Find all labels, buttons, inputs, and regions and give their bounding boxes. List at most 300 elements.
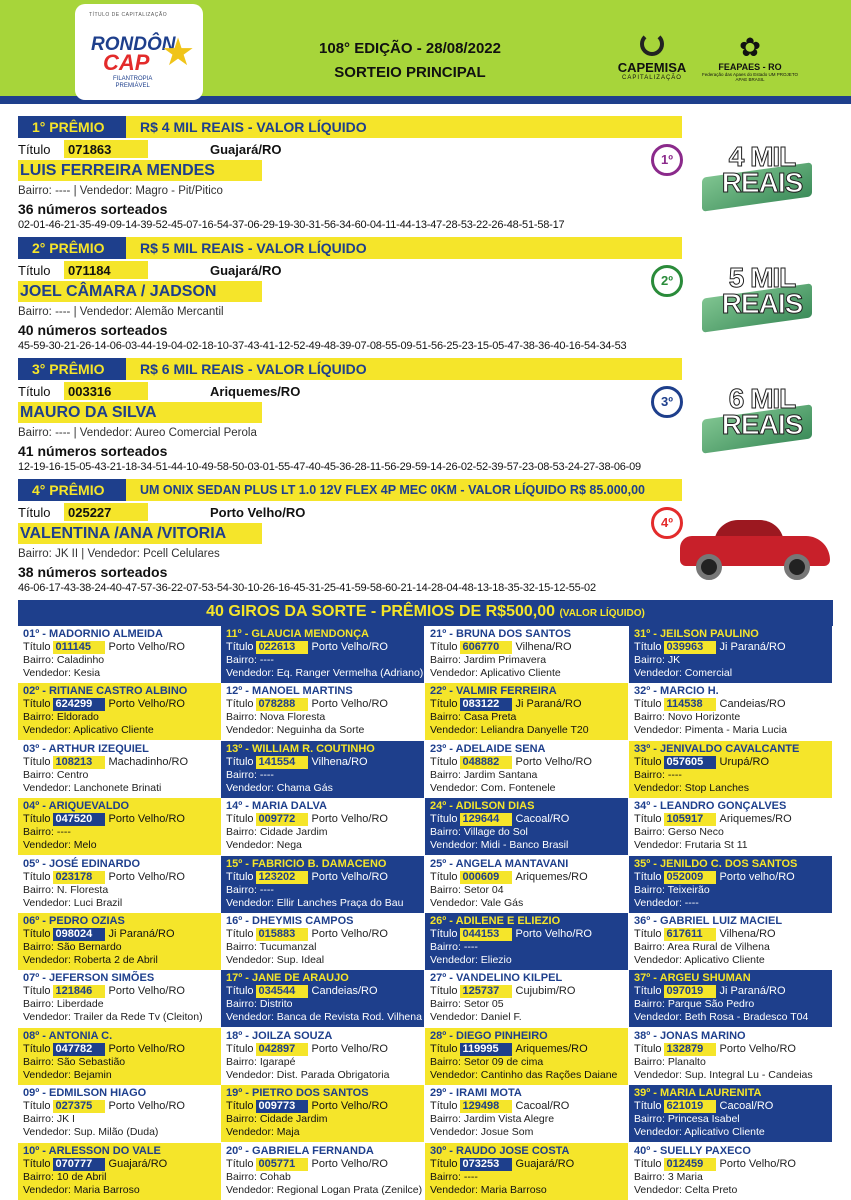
giro-winner: 29º - IRAMI MOTA xyxy=(430,1087,522,1100)
giro-city: Candeias/RO xyxy=(719,698,786,711)
giro-city: Ji Paraná/RO xyxy=(719,985,786,998)
giro-titulo-number: 129644 xyxy=(460,813,512,826)
giro-winner: 37º - ARGEU SHUMAN xyxy=(634,972,751,985)
giro-vendedor: Vendedor: Comercial xyxy=(634,667,733,679)
giro-titulo-row: Título 121846 Porto Velho/RO xyxy=(23,985,185,998)
prize-value: R$ 5 MIL REAIS - VALOR LÍQUIDO xyxy=(140,240,367,256)
giro-entry xyxy=(425,913,628,970)
giro-vendedor: Vendedor: Vale Gás xyxy=(430,896,524,909)
giro-vendedor: Vendedor: Cantinho das Rações Daiane xyxy=(430,1068,618,1081)
giro-titulo-number: 125737 xyxy=(460,985,512,998)
giro-winner: 36º - GABRIEL LUIZ MACIEL xyxy=(634,915,783,927)
giro-vendedor: Vendedor: Beth Rosa - Bradesco T04 xyxy=(634,1011,809,1024)
giro-winner: 01º - MADORNIO ALMEIDA xyxy=(23,628,163,640)
giro-titulo-number: 132879 xyxy=(664,1043,716,1056)
giro-vendedor: Vendedor: Ellir Lanches Praça do Bau xyxy=(226,896,404,909)
winner-name: LUIS FERREIRA MENDES xyxy=(18,160,262,181)
giro-bairro: Bairro: Gerso Neco xyxy=(634,826,724,839)
giro-entry xyxy=(221,1085,424,1142)
giro-entry xyxy=(629,741,832,798)
titulo-number: 071863 xyxy=(64,140,148,158)
giro-winner: 33º - JENIVALDO CAVALCANTE xyxy=(634,742,800,755)
giro-titulo-row: Título 078288 Porto Velho/RO xyxy=(226,698,388,711)
giro-winner: 10º - ARLESSON DO VALE xyxy=(23,1144,161,1157)
giro-entry xyxy=(221,1143,424,1200)
giro-bairro: Bairro: Jardim Primavera xyxy=(430,654,547,666)
giro-bairro: Bairro: Cidade Jardim xyxy=(226,826,328,839)
giro-entry xyxy=(221,970,424,1027)
giro-city: Ariquemes/RO xyxy=(719,813,792,826)
giro-entry xyxy=(18,913,221,970)
giro-titulo-row: Título 022613 Porto Velho/RO xyxy=(226,641,388,653)
feapaes-subtitle: Federação das Apaes do Estado UM PROJETO APAE BRASIL xyxy=(702,72,798,82)
prize-label: 4° PRÊMIO xyxy=(18,479,126,501)
giro-bairro: Bairro: ---- xyxy=(430,941,478,953)
giro-titulo-row: Título 073253 Guajará/RO xyxy=(430,1157,575,1170)
giro-titulo-number: 047782 xyxy=(53,1043,105,1056)
giro-titulo-row: Título 047782 Porto Velho/RO xyxy=(23,1042,185,1055)
giro-city: Porto Velho/RO xyxy=(108,1042,185,1055)
giro-entry xyxy=(18,741,221,798)
giro-entry xyxy=(425,970,628,1027)
winner-details: Bairro: ---- | Vendedor: Aureo Comercial Perola xyxy=(18,427,257,439)
giro-vendedor: Vendedor: Com. Fontenele xyxy=(430,781,556,794)
giro-vendedor: Vendedor: Maja xyxy=(226,1126,300,1139)
giro-winner: 03º - ARTHUR IZEQUIEL xyxy=(23,742,149,755)
giro-city: Vilhena/RO xyxy=(515,641,572,653)
prize-city: Guajará/RO xyxy=(210,142,282,157)
giro-city: Porto Velho/RO xyxy=(311,870,388,883)
titulo-number: 003316 xyxy=(64,382,148,400)
giro-vendedor: Vendedor: Neguinha da Sorte xyxy=(226,724,365,737)
giro-titulo-number: 624299 xyxy=(53,698,105,711)
giro-bairro: Bairro: Setor 09 de cima xyxy=(430,1055,544,1068)
giro-entry xyxy=(221,913,424,970)
giro-winner: 12º - MANOEL MARTINS xyxy=(226,685,353,698)
giro-city: Cacoal/RO xyxy=(515,1100,570,1113)
money-illustration xyxy=(702,383,812,446)
giro-bairro: Bairro: Jardim Santana xyxy=(430,768,538,781)
giro-titulo-row: Título 129498 Cacoal/RO xyxy=(430,1100,570,1113)
giro-titulo-number: 141554 xyxy=(256,756,308,769)
giro-titulo-row: Título 621019 Cacoal/RO xyxy=(634,1100,774,1113)
giro-titulo-row: Título 012459 Porto Velho/RO xyxy=(634,1157,796,1170)
giro-city: Guajará/RO xyxy=(108,1157,168,1170)
giro-bairro: Bairro: Planalto xyxy=(634,1055,706,1068)
giro-vendedor: Vendedor: Daniel F. xyxy=(430,1011,522,1024)
giro-winner: 16º - DHEYMIS CAMPOS xyxy=(226,915,354,927)
giro-titulo-number: 057605 xyxy=(664,756,716,769)
numbers-list: 45-59-30-21-26-14-06-03-44-19-04-02-18-10-37-43-41-12-52-49-48-39-07-08-55-09-51-56-25-23-15-05-47-38-36-40-16-54-34-53 xyxy=(18,340,627,352)
giro-entry xyxy=(221,683,424,740)
giro-bairro: Bairro: Princesa Isabel xyxy=(634,1113,740,1126)
giro-winner: 18º - JOILZA SOUZA xyxy=(226,1029,333,1042)
giro-titulo-row: Título 114538 Candeias/RO xyxy=(634,698,786,711)
giro-winner: 23º - ADELAIDE SENA xyxy=(430,742,546,755)
winner-details: Bairro: JK II | Vendedor: Pcell Celulares xyxy=(18,548,220,560)
giro-bairro: Bairro: Parque São Pedro xyxy=(634,998,755,1011)
giro-winner: 31º - JEILSON PAULINO xyxy=(634,628,759,640)
giro-titulo-row: Título 015883 Porto Velho/RO xyxy=(226,928,388,940)
money-label: 4 MIL REAIS xyxy=(721,141,803,198)
giro-winner: 28º - DIEGO PINHEIRO xyxy=(430,1029,548,1042)
giro-city: Cujubim/RO xyxy=(515,985,576,998)
winner-details: Bairro: ---- | Vendedor: Alemão Mercantil xyxy=(18,306,224,318)
giro-titulo-row: Título 617611 Vilhena/RO xyxy=(634,928,776,940)
giro-titulo-number: 027375 xyxy=(53,1100,105,1113)
giro-vendedor: Vendedor: Lanchonete Brinati xyxy=(23,781,162,794)
numbers-heading: 36 números sorteados xyxy=(18,201,168,217)
numbers-list: 12-19-16-15-05-43-21-18-34-51-44-10-49-58-50-03-01-55-47-40-45-36-28-11-56-29-59-14-26-02-52-39-57-23-08-53-24-27-38-06-09 xyxy=(18,461,641,473)
giro-titulo-row: Título 119995 Ariquemes/RO xyxy=(430,1042,588,1055)
giro-vendedor: Vendedor: Stop Lanches xyxy=(634,781,750,794)
logo-word-1: RONDÔN xyxy=(91,34,176,55)
money-illustration xyxy=(702,141,812,204)
giro-entry xyxy=(221,856,424,913)
giro-vendedor: Vendedor: Maria Barroso xyxy=(23,1183,140,1196)
prize-label: 2° PRÊMIO xyxy=(18,237,126,259)
giro-entry xyxy=(18,1085,221,1142)
edition-title: 108° EDIÇÃO - 28/08/2022 xyxy=(319,40,501,57)
giro-bairro: Bairro: Caladinho xyxy=(23,654,105,666)
giro-titulo-number: 000609 xyxy=(460,871,512,884)
giro-winner: 32º - MARCIO H. xyxy=(634,685,719,698)
giro-titulo-row: Título 097019 Ji Paraná/RO xyxy=(634,985,786,998)
giro-winner: 06º - PEDRO OZIAS xyxy=(23,915,125,927)
giro-entry xyxy=(18,626,221,683)
giro-winner: 38º - JONAS MARINO xyxy=(634,1029,746,1042)
giro-entry xyxy=(629,856,832,913)
capemisa-name: CAPEMISA xyxy=(617,60,687,75)
giro-winner: 30º - RAUDO JOSE COSTA xyxy=(430,1144,570,1157)
giro-city: Porto Velho/RO xyxy=(108,870,185,883)
giro-vendedor: Vendedor: Sup. Milão (Duda) xyxy=(23,1126,159,1139)
giro-entry xyxy=(629,798,832,855)
giro-city: Porto Velho/RO xyxy=(311,928,388,940)
giro-titulo-row: Título 606770 Vilhena/RO xyxy=(430,641,572,653)
giro-titulo-row: Título 057605 Urupá/RO xyxy=(634,755,770,768)
winner-name: VALENTINA /ANA /VITORIA xyxy=(18,523,262,544)
giro-titulo-row: Título 042897 Porto Velho/RO xyxy=(226,1042,388,1055)
giro-city: Ji Paraná/RO xyxy=(108,928,175,940)
giro-titulo-number: 114538 xyxy=(664,698,716,711)
numbers-heading: 38 números sorteados xyxy=(18,564,168,580)
giro-titulo-row: Título 070777 Guajará/RO xyxy=(23,1157,168,1170)
capemisa-logo xyxy=(604,32,700,81)
capemisa-ring-icon xyxy=(640,32,664,56)
giro-winner: 09º - EDMILSON HIAGO xyxy=(23,1087,147,1100)
giro-titulo-row: Título 105917 Ariquemes/RO xyxy=(634,813,792,826)
giro-titulo-number: 052009 xyxy=(664,871,716,884)
giro-city: Ariquemes/RO xyxy=(515,870,588,883)
giro-entry xyxy=(425,683,628,740)
giro-bairro: Bairro: Jardim Vista Alegre xyxy=(430,1113,555,1126)
giro-bairro: Bairro: JK xyxy=(634,654,681,666)
giro-vendedor: Vendedor: Josue Som xyxy=(430,1126,534,1139)
giro-winner: 39º - MARIA LAURENITA xyxy=(634,1087,762,1100)
giro-city: Porto velho/RO xyxy=(719,870,795,883)
giro-titulo-row: Título 009772 Porto Velho/RO xyxy=(226,813,388,826)
money-illustration xyxy=(702,262,812,325)
giro-titulo-row: Título 108213 Machadinho/RO xyxy=(23,755,189,768)
giro-vendedor: Vendedor: Aplicativo Cliente xyxy=(634,954,765,966)
giro-titulo-number: 047520 xyxy=(53,813,105,826)
giro-entry xyxy=(221,626,424,683)
numbers-list: 02-01-46-21-35-49-09-14-39-52-45-07-16-54-37-06-29-19-30-31-56-34-60-04-11-44-13-47-28-53-22-26-48-51-58-17 xyxy=(18,219,565,231)
titulo-number: 071184 xyxy=(64,261,148,279)
giro-titulo-number: 048882 xyxy=(460,756,512,769)
car-illustration xyxy=(680,512,830,582)
titulo-label: Título xyxy=(18,263,51,278)
giro-vendedor: Vendedor: Sup. Integral Lu - Candeias xyxy=(634,1068,813,1081)
draw-title: SORTEIO PRINCIPAL xyxy=(334,64,486,81)
giro-entry xyxy=(629,1085,832,1142)
numbers-list: 46-06-17-43-38-24-40-47-57-36-22-07-53-54-30-10-26-16-45-31-25-41-59-58-60-21-14-28-04-48-13-18-35-32-15-12-55-02 xyxy=(18,582,596,594)
giro-vendedor: Vendedor: Frutaria St 11 xyxy=(634,839,748,852)
giro-bairro: Bairro: Eldorado xyxy=(23,711,99,724)
giro-titulo-row: Título 083122 Ji Paraná/RO xyxy=(430,698,582,711)
giro-winner: 07º - JEFERSON SIMÕES xyxy=(23,972,155,985)
giro-vendedor: Vendedor: Midi - Banco Brasil xyxy=(430,839,569,852)
giro-bairro: Bairro: Igarapé xyxy=(226,1055,296,1068)
giro-city: Porto Velho/RO xyxy=(108,985,185,998)
prize-label: 3° PRÊMIO xyxy=(18,358,126,380)
giro-vendedor: Vendedor: Bejamin xyxy=(23,1068,112,1081)
giro-titulo-row: Título 000609 Ariquemes/RO xyxy=(430,870,588,883)
giro-entry xyxy=(425,1028,628,1085)
giro-titulo-row: Título 034544 Candeias/RO xyxy=(226,985,378,998)
giro-entry xyxy=(221,741,424,798)
giro-entry xyxy=(425,1085,628,1142)
prize-city: Ariquemes/RO xyxy=(210,384,301,399)
giro-vendedor: Vendedor: Eliezio xyxy=(430,954,512,966)
star-icon: ★ xyxy=(161,32,196,74)
giro-vendedor: Vendedor: Dist. Parada Obrigatoria xyxy=(226,1068,390,1081)
giro-vendedor: Vendedor: ---- xyxy=(634,896,699,909)
giro-city: Ji Paraná/RO xyxy=(719,641,786,653)
giro-bairro: Bairro: ---- xyxy=(226,883,274,896)
giro-titulo-row: Título 129644 Cacoal/RO xyxy=(430,813,570,826)
giro-vendedor: Vendedor: Aplicativo Cliente xyxy=(23,724,154,737)
giro-winner: 27º - VANDELINO KILPEL xyxy=(430,972,563,985)
giro-entry xyxy=(425,626,628,683)
giro-titulo-number: 012459 xyxy=(664,1158,716,1171)
giro-bairro: Bairro: São Sebastião xyxy=(23,1055,126,1068)
giro-city: Cacoal/RO xyxy=(515,813,570,826)
giro-city: Porto Velho/RO xyxy=(719,1042,796,1055)
giro-titulo-row: Título 132879 Porto Velho/RO xyxy=(634,1042,796,1055)
giro-bairro: Bairro: Cidade Jardim xyxy=(226,1113,328,1126)
giro-titulo-number: 073253 xyxy=(460,1158,512,1171)
giro-vendedor: Vendedor: Celta Preto xyxy=(634,1183,738,1196)
giro-entry xyxy=(629,626,832,683)
giro-titulo-number: 015883 xyxy=(256,928,308,941)
giro-winner: 08º - ANTONIA C. xyxy=(23,1029,113,1042)
giro-titulo-row: Título 047520 Porto Velho/RO xyxy=(23,813,185,826)
place-badge: 3º xyxy=(651,386,683,418)
prize-label: 1° PRÊMIO xyxy=(18,116,126,138)
giro-city: Porto Velho/RO xyxy=(108,1100,185,1113)
giro-vendedor: Vendedor: Chama Gás xyxy=(226,781,333,794)
logo-caption: TÍTULO DE CAPITALIZAÇÃO xyxy=(89,12,168,18)
giro-winner: 35º - JENILDO C. DOS SANTOS xyxy=(634,857,798,870)
giro-city: Porto Velho/RO xyxy=(719,1157,796,1170)
giro-winner: 21º - BRUNA DOS SANTOS xyxy=(430,628,571,640)
giro-bairro: Bairro: 10 de Abril xyxy=(23,1170,107,1183)
giro-city: Candeias/RO xyxy=(311,985,378,998)
giro-entry xyxy=(18,970,221,1027)
giro-city: Vilhena/RO xyxy=(719,928,776,940)
giro-vendedor: Vendedor: Aplicativo Cliente xyxy=(430,667,561,679)
feapaes-logo xyxy=(702,32,798,82)
giro-titulo-number: 129498 xyxy=(460,1100,512,1113)
giro-entry xyxy=(425,741,628,798)
giro-vendedor: Vendedor: Regional Logan Prata (Zenilce) xyxy=(226,1183,423,1196)
giro-winner: 20º - GABRIELA FERNANDA xyxy=(226,1144,374,1157)
winner-name: MAURO DA SILVA xyxy=(18,402,262,423)
giro-entry xyxy=(221,1028,424,1085)
giro-titulo-number: 621019 xyxy=(664,1100,716,1113)
giro-titulo-number: 078288 xyxy=(256,698,308,711)
giro-titulo-number: 119995 xyxy=(460,1043,512,1056)
money-label: 6 MIL REAIS xyxy=(721,383,803,440)
giro-entry xyxy=(425,798,628,855)
giro-titulo-row: Título 123202 Porto Velho/RO xyxy=(226,870,388,883)
giro-bairro: Bairro: Setor 05 xyxy=(430,998,504,1011)
giro-titulo-row: Título 039963 Ji Paraná/RO xyxy=(634,641,786,653)
giro-bairro: Bairro: Centro xyxy=(23,768,89,781)
giro-winner: 13º - WILLIAM R. COUTINHO xyxy=(226,742,375,755)
giro-titulo-row: Título 044153 Porto Velho/RO xyxy=(430,928,592,940)
titulo-label: Título xyxy=(18,384,51,399)
giro-bairro: Bairro: Distrito xyxy=(226,998,293,1011)
numbers-heading: 40 números sorteados xyxy=(18,322,168,338)
flower-icon: ✿ xyxy=(739,32,761,62)
giro-entry xyxy=(629,683,832,740)
giro-titulo-number: 009773 xyxy=(256,1100,308,1113)
logo-tagline: FILANTROPIA PREMIÁVEL xyxy=(113,76,153,89)
prize-value: R$ 6 MIL REAIS - VALOR LÍQUIDO xyxy=(140,361,367,377)
giro-bairro: Bairro: Tucumanzal xyxy=(226,941,317,953)
giro-titulo-number: 098024 xyxy=(53,928,105,941)
giro-entry xyxy=(425,1143,628,1200)
winner-name: JOEL CÂMARA / JADSON xyxy=(18,281,262,302)
giro-bairro: Bairro: ---- xyxy=(23,826,71,839)
giro-titulo-row: Título 011145 Porto Velho/RO xyxy=(23,641,185,653)
giros-title-bar xyxy=(18,600,833,626)
giro-winner: 14º - MARIA DALVA xyxy=(226,800,327,813)
giro-titulo-number: 108213 xyxy=(53,756,105,769)
prize-value: UM ONIX SEDAN PLUS LT 1.0 12V FLEX 4P MEC 0KM - VALOR LÍQUIDO R$ 85.000,00 xyxy=(140,483,645,497)
giro-city: Porto Velho/RO xyxy=(311,813,388,826)
giro-city: Guajará/RO xyxy=(515,1157,575,1170)
giro-winner: 17º - JANE DE ARAUJO xyxy=(226,972,349,985)
capemisa-subtitle: CAPITALIZAÇÃO xyxy=(622,75,682,81)
giro-bairro: Bairro: ---- xyxy=(430,1170,478,1183)
giro-winner: 11º - GLAUCIA MENDONÇA xyxy=(226,628,369,640)
giro-city: Ariquemes/RO xyxy=(515,1042,588,1055)
giro-city: Cacoal/RO xyxy=(719,1100,774,1113)
giro-titulo-number: 023178 xyxy=(53,871,105,884)
giro-bairro: Bairro: N. Floresta xyxy=(23,883,109,896)
giro-entry xyxy=(629,1143,832,1200)
logo-word-2: CAP xyxy=(103,50,150,75)
giro-winner: 25º - ANGELA MANTAVANI xyxy=(430,857,569,870)
giro-entry xyxy=(629,913,832,970)
giro-titulo-row: Título 048882 Porto Velho/RO xyxy=(430,755,592,768)
rondoncap-logo xyxy=(75,4,203,100)
giro-bairro: Bairro: Village do Sol xyxy=(430,826,528,839)
giro-entry xyxy=(221,798,424,855)
giro-city: Machadinho/RO xyxy=(108,755,189,768)
giro-titulo-number: 009772 xyxy=(256,813,308,826)
titulo-number: 025227 xyxy=(64,503,148,521)
giro-city: Porto Velho/RO xyxy=(108,813,185,826)
place-badge: 2º xyxy=(651,265,683,297)
giro-city: Porto Velho/RO xyxy=(311,1157,388,1170)
giro-vendedor: Vendedor: Sup. Ideal xyxy=(226,954,325,966)
giro-titulo-row: Título 023178 Porto Velho/RO xyxy=(23,870,185,883)
giro-vendedor: Vendedor: Pimenta - Maria Lucia xyxy=(634,724,787,737)
giro-titulo-row: Título 052009 Porto velho/RO xyxy=(634,870,795,883)
prize-city: Porto Velho/RO xyxy=(210,505,306,520)
giro-titulo-number: 121846 xyxy=(53,985,105,998)
giro-titulo-row: Título 141554 Vilhena/RO xyxy=(226,755,368,768)
giro-titulo-number: 083122 xyxy=(460,698,512,711)
giros-title-suffix: (VALOR LÍQUIDO) xyxy=(559,608,645,619)
giro-entry xyxy=(18,856,221,913)
titulo-label: Título xyxy=(18,142,51,157)
giro-titulo-number: 044153 xyxy=(460,928,512,941)
giro-vendedor: Vendedor: Melo xyxy=(23,839,97,852)
giro-bairro: Bairro: ---- xyxy=(226,768,274,781)
giro-city: Vilhena/RO xyxy=(311,755,368,768)
giro-city: Porto Velho/RO xyxy=(311,641,388,653)
giro-bairro: Bairro: Cohab xyxy=(226,1170,291,1183)
giros-title: 40 GIROS DA SORTE - PRÊMIOS DE R$500,00 xyxy=(206,603,555,620)
giro-bairro: Bairro: Nova Floresta xyxy=(226,711,326,724)
giro-entry xyxy=(18,683,221,740)
giro-vendedor: Vendedor: Kesia xyxy=(23,667,101,679)
place-badge: 4º xyxy=(651,507,683,539)
giro-titulo-number: 039963 xyxy=(664,641,716,654)
giro-entry xyxy=(18,798,221,855)
giro-entry xyxy=(629,1028,832,1085)
giro-titulo-number: 105917 xyxy=(664,813,716,826)
prize-city: Guajará/RO xyxy=(210,263,282,278)
giro-titulo-number: 617611 xyxy=(664,928,716,941)
giro-city: Urupá/RO xyxy=(719,755,770,768)
giro-winner: 19º - PIETRO DOS SANTOS xyxy=(226,1087,369,1100)
giro-titulo-number: 005771 xyxy=(256,1158,308,1171)
giro-entry xyxy=(629,970,832,1027)
giro-titulo-row: Título 624299 Porto Velho/RO xyxy=(23,698,185,711)
giro-bairro: Bairro: JK I xyxy=(23,1113,75,1126)
giro-bairro: Bairro: ---- xyxy=(226,654,274,666)
numbers-heading: 41 números sorteados xyxy=(18,443,168,459)
giro-bairro: Bairro: ---- xyxy=(634,768,682,781)
giro-titulo-row: Título 098024 Ji Paraná/RO xyxy=(23,928,175,940)
giro-bairro: Bairro: Teixeirão xyxy=(634,883,710,896)
giro-city: Porto Velho/RO xyxy=(311,698,388,711)
giro-bairro: Bairro: Novo Horizonte xyxy=(634,711,741,724)
giro-vendedor: Vendedor: Trailer da Rede Tv (Cleiton) xyxy=(23,1011,203,1024)
giro-city: Porto Velho/RO xyxy=(311,1100,388,1113)
giro-titulo-number: 034544 xyxy=(256,985,308,998)
giro-vendedor: Vendedor: Leliandra Danyelle T20 xyxy=(430,724,589,737)
feapaes-name: FEAPAES - RO xyxy=(718,62,782,72)
giro-winner: 04º - ARIQUEVALDO xyxy=(23,800,130,813)
